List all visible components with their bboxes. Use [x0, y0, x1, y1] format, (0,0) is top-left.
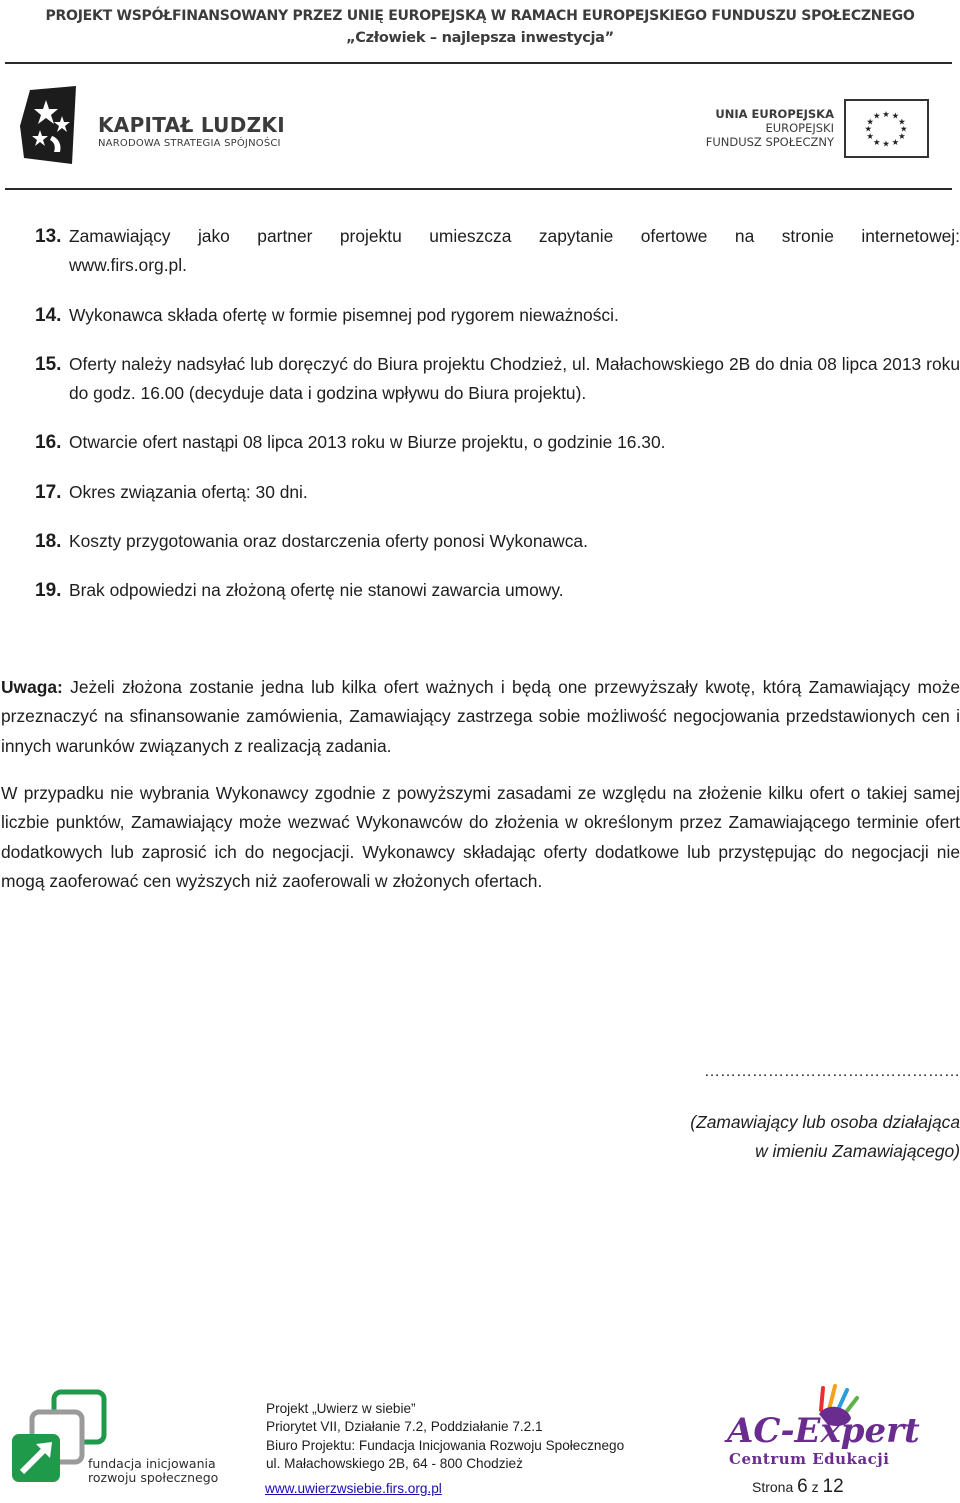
project-website-link[interactable]: www.uwierzwsiebie.firs.org.pl — [265, 1481, 442, 1496]
banner-line-1: PROJEKT WSPÓŁFINANSOWANY PRZEZ UNIĘ EUROPEJSKĄ W RAMACH EUROPEJSKIEGO FUNDUSZU SPOŁECZNEGO — [45, 8, 915, 24]
item-text: Koszty przygotowania oraz dostarczenia oferty ponosi Wykonawca. — [69, 531, 588, 551]
ue-line-1: UNIA EUROPEJSKA — [715, 107, 834, 121]
list-item — [35, 301, 960, 330]
item-text: Otwarcie ofert nastąpi 08 lipca 2013 roku w Biurze projektu, o godzinie 16.30. — [69, 432, 666, 452]
signature-caption-line-1: (Zamawiający lub osoba działająca — [690, 1112, 960, 1132]
item-number: 13. — [35, 226, 62, 247]
list-item — [35, 527, 960, 556]
kl-subtitle: NARODOWA STRATEGIA SPÓJNOŚCI — [98, 138, 281, 149]
item-text: Zamawiający jako partner projektu umieszcza zapytanie ofertowe na stronie internetowej: www.firs.org.pl. — [69, 226, 960, 275]
item-number: 19. — [35, 580, 62, 601]
list-item — [35, 222, 960, 280]
list-item — [35, 428, 960, 457]
footer-info-line: Priorytet VII, Działanie 7.2, Poddziałanie 7.2.1 — [266, 1419, 543, 1435]
fir-line-2: rozwoju społecznego — [88, 1470, 219, 1485]
svg-text:★: ★ — [891, 110, 900, 121]
svg-text:★: ★ — [899, 123, 908, 134]
svg-text:★: ★ — [898, 131, 906, 142]
eu-flag-icon — [844, 99, 929, 158]
svg-text:★: ★ — [898, 116, 906, 127]
banner-line-2: „Człowiek – najlepsza inwestycja” — [346, 30, 614, 46]
page-label: Strona — [752, 1479, 794, 1495]
item-number: 16. — [35, 432, 62, 453]
svg-text:★: ★ — [872, 136, 881, 147]
signature-caption — [690, 1108, 960, 1166]
note-text: Jeżeli złożona zostanie jedna lub kilka ofert ważnych i będą one przewyższały kwotę, którą Zamawiający może przeznaczyć na sfinansowanie zamówienia, Zamawiający zastrzega sobie możliwość negocjowania przedstawionych cen i innych warunków związanych z realizacją zadania. — [1, 677, 960, 756]
fir-wordmark — [88, 1457, 218, 1485]
svg-text:★: ★ — [866, 131, 874, 142]
svg-text:★: ★ — [866, 116, 874, 127]
item-text: Brak odpowiedzi na złożoną ofertę nie stanowi zawarcia umowy. — [69, 580, 564, 600]
item-number: 18. — [35, 531, 62, 552]
ac-subtitle: Centrum Edukacji — [729, 1450, 890, 1468]
list-item — [35, 350, 960, 408]
signature-line: ………………………………………… — [704, 1063, 960, 1080]
note-paragraph — [1, 673, 960, 761]
svg-text:★: ★ — [864, 123, 873, 134]
ac-title: AC-Expert — [727, 1411, 920, 1451]
kapital-ludzki-wordmark — [98, 114, 285, 149]
page-total: 12 — [822, 1476, 844, 1497]
note-label: Uwaga: — [1, 677, 63, 697]
item-number: 14. — [35, 305, 62, 326]
item-number: 15. — [35, 354, 62, 375]
ue-line-2: EUROPEJSKI — [765, 121, 834, 135]
list-item — [35, 576, 960, 605]
item-text: Wykonawca składa ofertę w formie pisemnej pod rygorem nieważności. — [69, 305, 619, 325]
item-text: Okres związania ofertą: 30 dni. — [69, 482, 308, 502]
selection-paragraph: W przypadku nie wybrania Wykonawcy zgodnie z powyższymi zasadami ze względu na złożenie kilku ofert o takiej samej liczbie punktów, Zamawiający może wezwać Wykonawców do złożenia w określonym przez Zamawiającego terminie ofert dodatkowych lub zaprosić ich do negocjacji. Wykonawcy składając oferty dodatkowe lub przystępując do negocjacji nie mogą zaoferować cen wyższych niż zaoferowali w złożonych ofertach. — [1, 783, 960, 891]
kapital-ludzki-logo-icon — [18, 86, 80, 166]
fir-line-1: fundacja inicjowania — [88, 1456, 216, 1471]
ac-expert-logo-icon — [723, 1380, 920, 1470]
footer-info-line: ul. Małachowskiego 2B, 64 - 800 Chodzież — [266, 1456, 523, 1472]
signature-caption-line-2: w imieniu Zamawiającego) — [755, 1141, 960, 1161]
page-separator: z — [811, 1479, 819, 1495]
kl-title: KAPITAŁ LUDZKI — [98, 113, 285, 137]
item-number: 17. — [35, 482, 62, 503]
svg-text:★: ★ — [882, 108, 890, 119]
ue-line-3: FUNDUSZ SPOŁECZNY — [705, 135, 834, 149]
svg-text:★: ★ — [891, 136, 900, 147]
footer-info-line: Biuro Projektu: Fundacja Inicjowania Rozwoju Społecznego — [266, 1437, 625, 1453]
page-current: 6 — [797, 1476, 808, 1497]
footer-project-info — [266, 1400, 624, 1474]
svg-text:★: ★ — [882, 138, 890, 149]
page-number — [752, 1476, 844, 1498]
ue-wordmark — [706, 107, 834, 149]
project-banner — [0, 8, 960, 46]
list-item — [35, 478, 960, 507]
item-text: Oferty należy nadsyłać lub doręczyć do Biura projektu Chodzież, ul. Małachowskiego 2B do dnia 08 lipca 2013 roku do godz. 16.00 (decyduje data i godzina wpływu do Biura projektu). — [69, 354, 960, 403]
footer-info-line: Projekt „Uwierz w siebie” — [266, 1401, 416, 1416]
svg-text:★: ★ — [872, 110, 881, 121]
logos-rule — [5, 188, 952, 190]
header-rule — [5, 62, 952, 64]
